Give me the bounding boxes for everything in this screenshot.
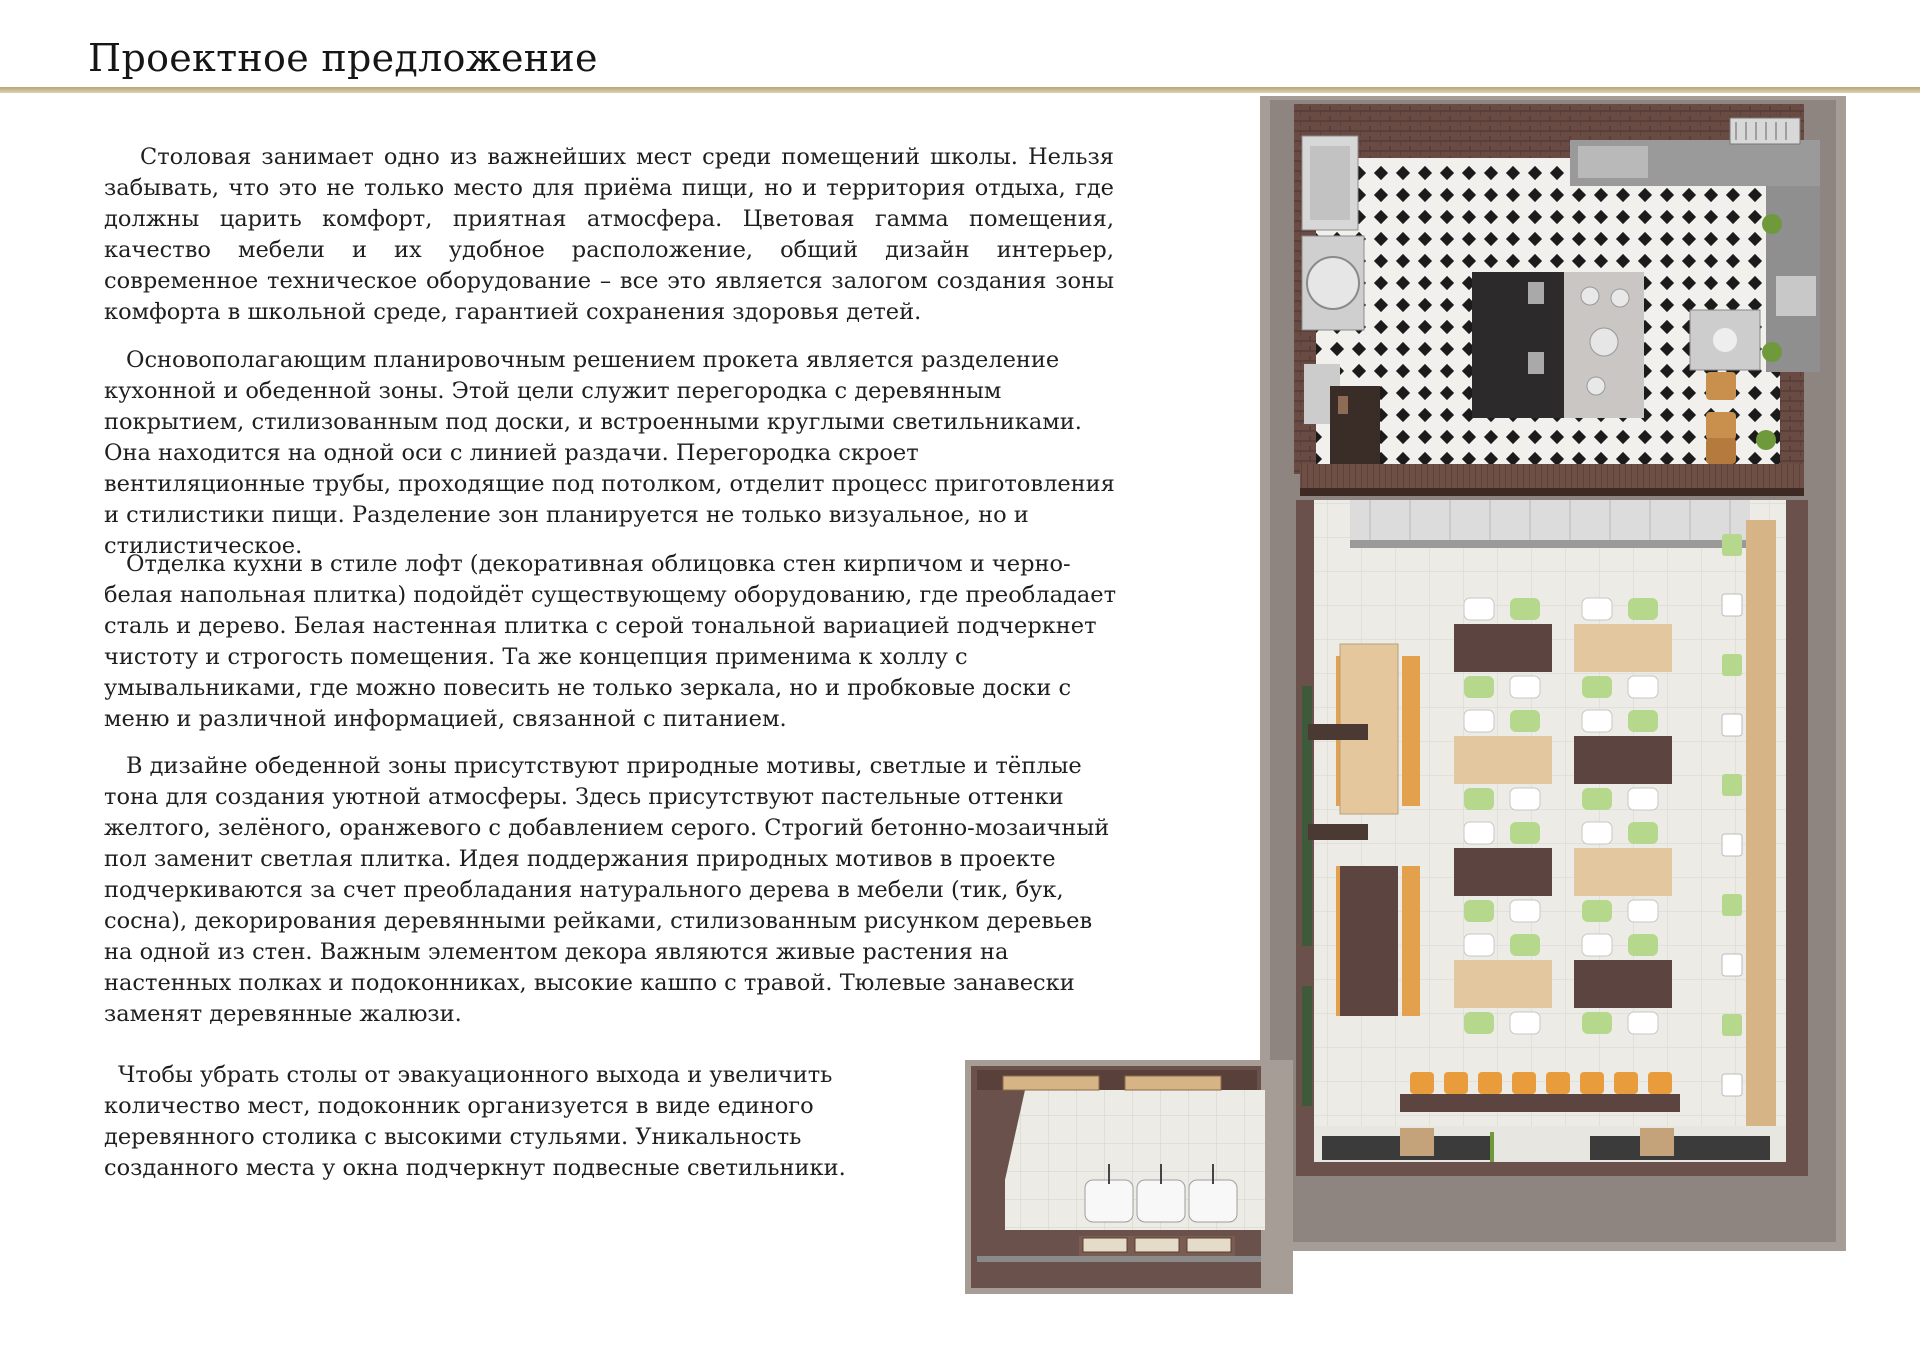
paragraph-dining: В дизайне обеденной зоны присутствуют природные мотивы, светлые и тёплые тона для создания уютной атмосферы. Здесь присутствуют пастельные оттенки желтого, зелёного, оранжевого с добавлением серого. Строгий бетонно-мозаичный пол заменит светлая плитка. Идея поддержания природных мотивов в проекте подчеркиваются за счет преобладания натурального дерева в мебели (тик, бук, сосна), декорирования деревянными рейками, стилизованным рисунком деревьев на одной из стен. Важным элементом декора являются живые растения на настенных полках и подоконниках, высокие кашпо с травой. Тюлевые занавески заменят деревянные жалюзи. [104, 753, 1110, 1027]
floor-plan-hall [965, 1060, 1293, 1294]
kitchen-zone [1294, 104, 1820, 474]
paragraph-zoning: Основополагающим планировочным решением прокета является разделение кухонной и обеденной зоны. Этой цели служит перегородка с деревянным покрытием, стилизованным под доски, и встроенными круглыми светильниками. Она находится на одной оси с линией раздачи. Перегородка скроет вентиляционные трубы, проходящие под потолком, отделит процесс приготовления и стилистики пищи. Разделение зон планируется не только визуальное, но и стилистическое. [104, 347, 1115, 559]
kitchen-island-dark [1472, 272, 1564, 418]
dining-zone [1296, 500, 1808, 1162]
partition-wood [1300, 464, 1804, 492]
page-title: Проектное предложение [88, 36, 598, 80]
window-counter-right [1746, 520, 1776, 1140]
paragraph-kitchen: Отделка кухни в стиле лофт (декоративная облицовка стен кирпичом и черно-белая напольная плитка) подойдёт существующему оборудованию, где преобладает сталь и дерево. Белая настенная плитка с серой тональной вариацией подчеркнет чистоту и строгость помещения. Та же концепция применима к холлу с умывальниками, где можно повесить не только зеркала, но и пробковые доски с меню и различной информацией, связанной с питанием. [104, 551, 1117, 732]
floor-plan-main [1260, 96, 1846, 1251]
paragraph-window-counter: Чтобы убрать столы от эвакуационного выхода и увеличить количество мест, подоконник организуется в виде единого деревянного столика с высокими стульями. Уникальность созданного места у окна подчеркнут подвесные светильники. [104, 1062, 846, 1181]
dining-floor [1314, 500, 1786, 1162]
title-rule [0, 87, 1920, 93]
paragraph-intro: Столовая занимает одно из важнейших мест среди помещений школы. Нельзя забывать, что это не только место для приёма пищи, но и территория отдыха, где должны царить комфорт, приятная атмосфера. Цветовая гамма помещения, качество мебели и их удобное расположение, общий дизайн интерьер, современное техническое оборудование – все это является залогом создания зоны комфорта в школьной среде, гарантией сохранения здоровья детей. [104, 144, 1114, 325]
